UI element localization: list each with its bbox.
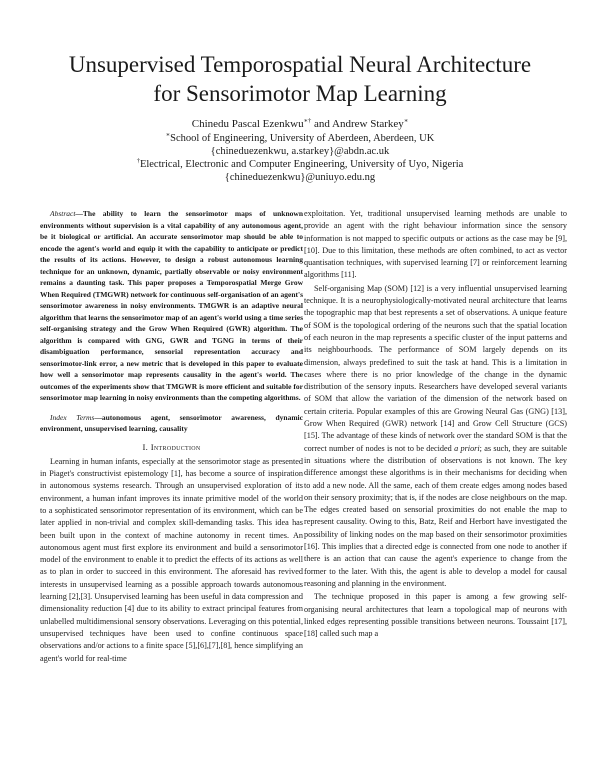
abstract-text: —The ability to learn the sensorimotor maps of unknown environments without supervision is a vital capability of any autonomous agent, be it biological or artificial. An accurate sensorimotor map should be able to encode the agent's world and equip it with the capability to anticipate or predict the results of its actions. However, to design a robust autonomous learning technique for an unknown, dynamic, partially observable or noisy environment remains a daunting task. This paper proposes a Temporospatial Merge Grow When Required (TMGWR) network for continuous self-organisation of an agent's sensorimotor awareness in noisy environments. TMGWR is an adaptive neural algorithm that learns the sensorimotor map of an agent's world using a time series self-organising strategy and the Grow When Required (GWR) algorithm. The algorithm is compared with GNG, GWR and TGNG in terms of their disambiguation performance, sensorial representation accuracy and sensorimotor-link error, a new metric that is developed in this paper to evaluate how well a sensorimotor map represents causality in the agent's world. The outcomes of the experiments show that TMGWR is more efficient and suitable for sensorimotor map learning in noisy environments than the competing algorithms. — [40, 209, 303, 402]
section-heading-introduction: I. Introduction — [142, 441, 201, 452]
title-line-2: for Sensorimotor Map Learning — [153, 81, 447, 106]
intro-paragraph-continued: exploitation. Yet, traditional unsupervised learning methods are unable to provide an agent with the right behaviour information since the sensory information is not mapped to specific outputs or actions as the case may be [9], [10]. Due to this limitation, these methods are often combined, to act as vector quantisation techniques, with supervised learning [7] or reinforcement learning algorithms [11]. — [304, 209, 567, 280]
right-column — [304, 208, 567, 640]
intro-paragraph-technique: The technique proposed in this paper is among a few growing self-organising neural architectures that learn a topological map of neurons with linked edges representing possible transitions between neurons. Toussaint [17], [18] called such map a — [304, 592, 567, 639]
author-names: Chinedu Pascal Ezenkwu∗† and Andrew Starkey∗ — [191, 117, 409, 130]
email-2: {chineduezenkwu}@uniuyo.edu.ng — [224, 172, 376, 183]
left-column — [40, 208, 303, 665]
abstract — [40, 208, 303, 404]
affiliation-2: †Electrical, Electronic and Computer Engineering, University of Uyo, Nigeria — [136, 157, 464, 170]
paper-title — [40, 50, 560, 108]
intro-paragraph-1: Learning in human infants, especially at the sensorimotor stage as presented in Piaget's constructivist epistemology [1], has become a source of inspiration in autonomous systems research. Through an unsupervised exploration of its environment, a human infant improves its innate primitive model of the world to a sophisticated sensorimotor representation of its environment, which can be later applied in non-trivial and complex skill-demanding tasks. This idea has been built upon in the context of machine autonomy in recent times. An autonomous agent must first explore its environment and build a sensorimotor model of the environment to enable it to predict the effects of its actions as well as to plan in order to succeed in this environment. The aforesaid has revived interests in unsupervised learning as a possible approach towards autonomous learning [2],[3]. Unsupervised learning has been useful in data compression and dimensionality reduction [4] due to its ability to extract principal features from unlabelled multidimensional sensory observations. Leveraging on this potential, unsupervised techniques have been used to confine continuous space observations and/or actions to a finite space [5],[6],[7],[8], hence simplifying an agent's world for real-time — [40, 456, 303, 663]
email-1: {chineduezenkwu, a.starkey}@abdn.ac.uk — [210, 146, 390, 157]
index-terms-label: Index Terms — [50, 412, 95, 422]
index-terms-text: —autonomous agent, sensorimotor awareness, dynamic environment, unsupervised learning, causality — [40, 412, 303, 433]
author-block — [60, 118, 540, 184]
intro-paragraph-som: Self-organising Map (SOM) [12] is a very influential unsupervised learning technique. It is a neurophysiologically-motivated neural architecture that learns the topographic map that best represents a set of observations. A unique feature of SOM is the topological ordering of the neurons such that the spatial location of each neuron in the map represents a specific cluster of the input patterns and its neighbourhoods. The performance of SOM largely depends on its dimension, always predefined to suit the task at hand. This is a limitation in cases where there is no prior knowledge of the change in the dynamic distribution of the sensory inputs. Researchers have developed several variants of SOM that allow the variation of the dimension of the network based on certain criteria. Popular examples of this are Growing Neural Gas (GNG) [13], Grow When Required (GWR) network [14] and Grow Cell Structure (GCS) [15]. The advantage of these kinds of network over the standard SOM is that the correct number of nodes is not to be decided a priori; as such, they are suitable in situations where the distribution of observations is not known. The key difference amongst these algorithms is in their mechanisms for deciding when to add a new node. All the same, each of them create edges among nodes based on their sensory proximity; that is, if the nodes are close neighbours on the map. The edges created based on sensorial proximities do not enable the map to represent causality. Owing to this, Batz, Reif and Herbort have investigated the possibility of linking nodes on the map based on their sensorimotor proximities [16]. This implies that a directed edge is connected from one node to another if there is an action that can cause the agent's experience to change from the former to the later. With this, the agent is able to develop a model for causal reasoning and planning in the environment. — [304, 283, 567, 588]
affiliation-1: ∗School of Engineering, University of Aberdeen, Aberdeen, UK — [165, 131, 435, 144]
index-terms — [40, 412, 303, 435]
title-line-1: Unsupervised Temporospatial Neural Architecture — [68, 52, 532, 77]
abstract-label: Abstract — [50, 209, 76, 218]
